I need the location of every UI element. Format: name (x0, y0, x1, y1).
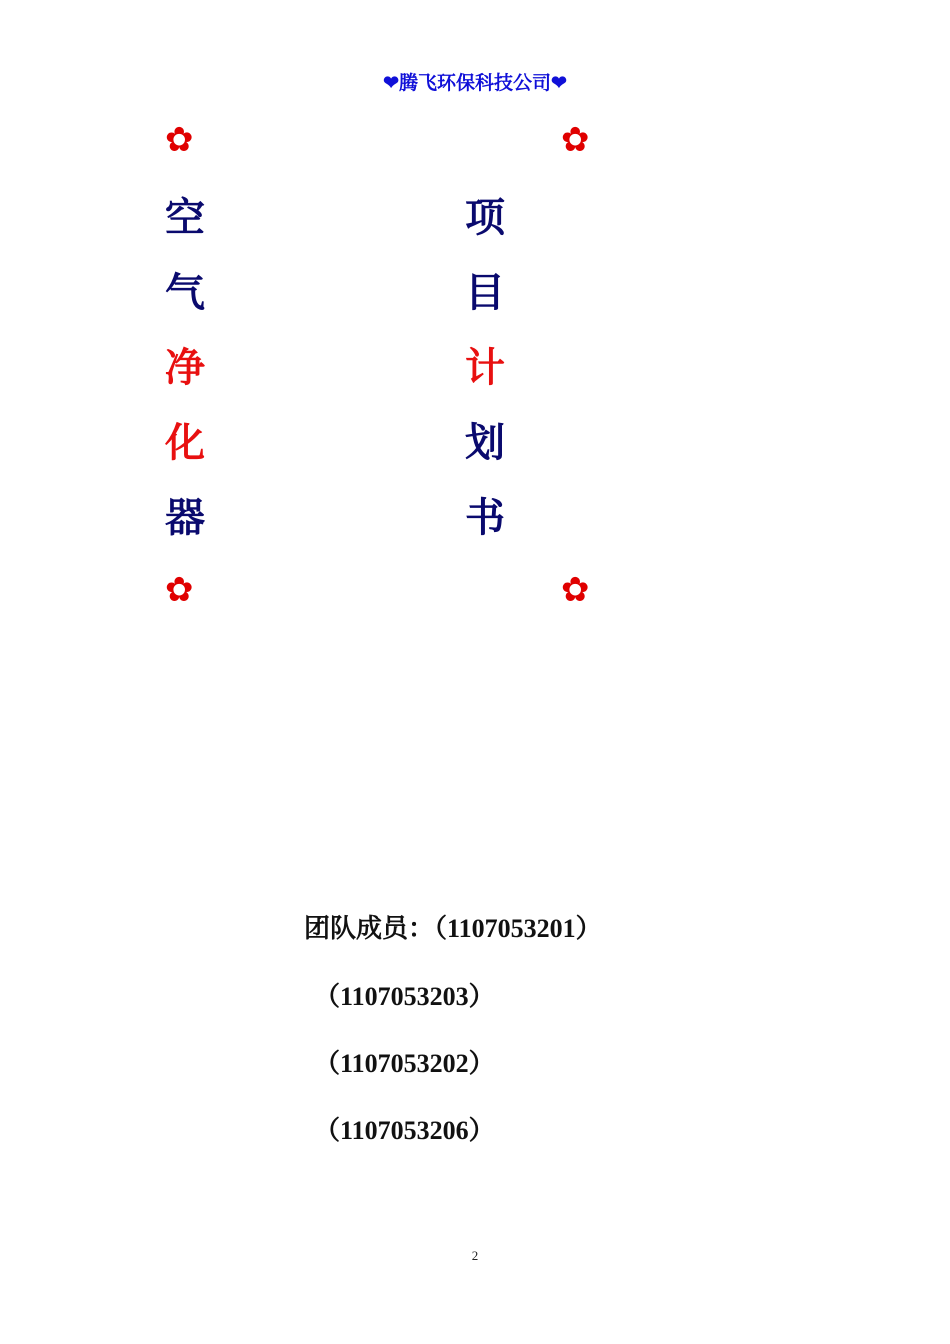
member-id: （1107053202） (314, 1049, 495, 1078)
member-row (304, 908, 602, 945)
member-row (314, 1043, 495, 1080)
flower-icon: ✿ (561, 570, 590, 610)
title-char: 书 (465, 495, 505, 541)
member-row (314, 976, 495, 1013)
title-char: 器 (165, 495, 205, 541)
page-number: 2 (471, 1248, 479, 1263)
member-row (314, 1110, 495, 1147)
title-char: 空 (165, 195, 205, 241)
member-id: （1107053203） (314, 982, 495, 1011)
title-char: 划 (465, 420, 505, 466)
members-label: 团队成员： (304, 914, 435, 943)
title-char: 目 (465, 270, 505, 316)
company-header: ❤腾飞环保科技公司❤ (383, 72, 567, 94)
member-id: （1107053201） (434, 914, 602, 943)
member-id: （1107053206） (314, 1116, 495, 1145)
title-char: 净 (165, 345, 205, 391)
title-char: 化 (165, 420, 205, 466)
title-char: 计 (465, 345, 505, 391)
flower-icon: ✿ (165, 570, 194, 610)
title-char: 项 (465, 195, 505, 241)
title-char: 气 (165, 270, 205, 316)
flower-icon: ✿ (561, 120, 590, 160)
flower-icon: ✿ (165, 120, 194, 160)
